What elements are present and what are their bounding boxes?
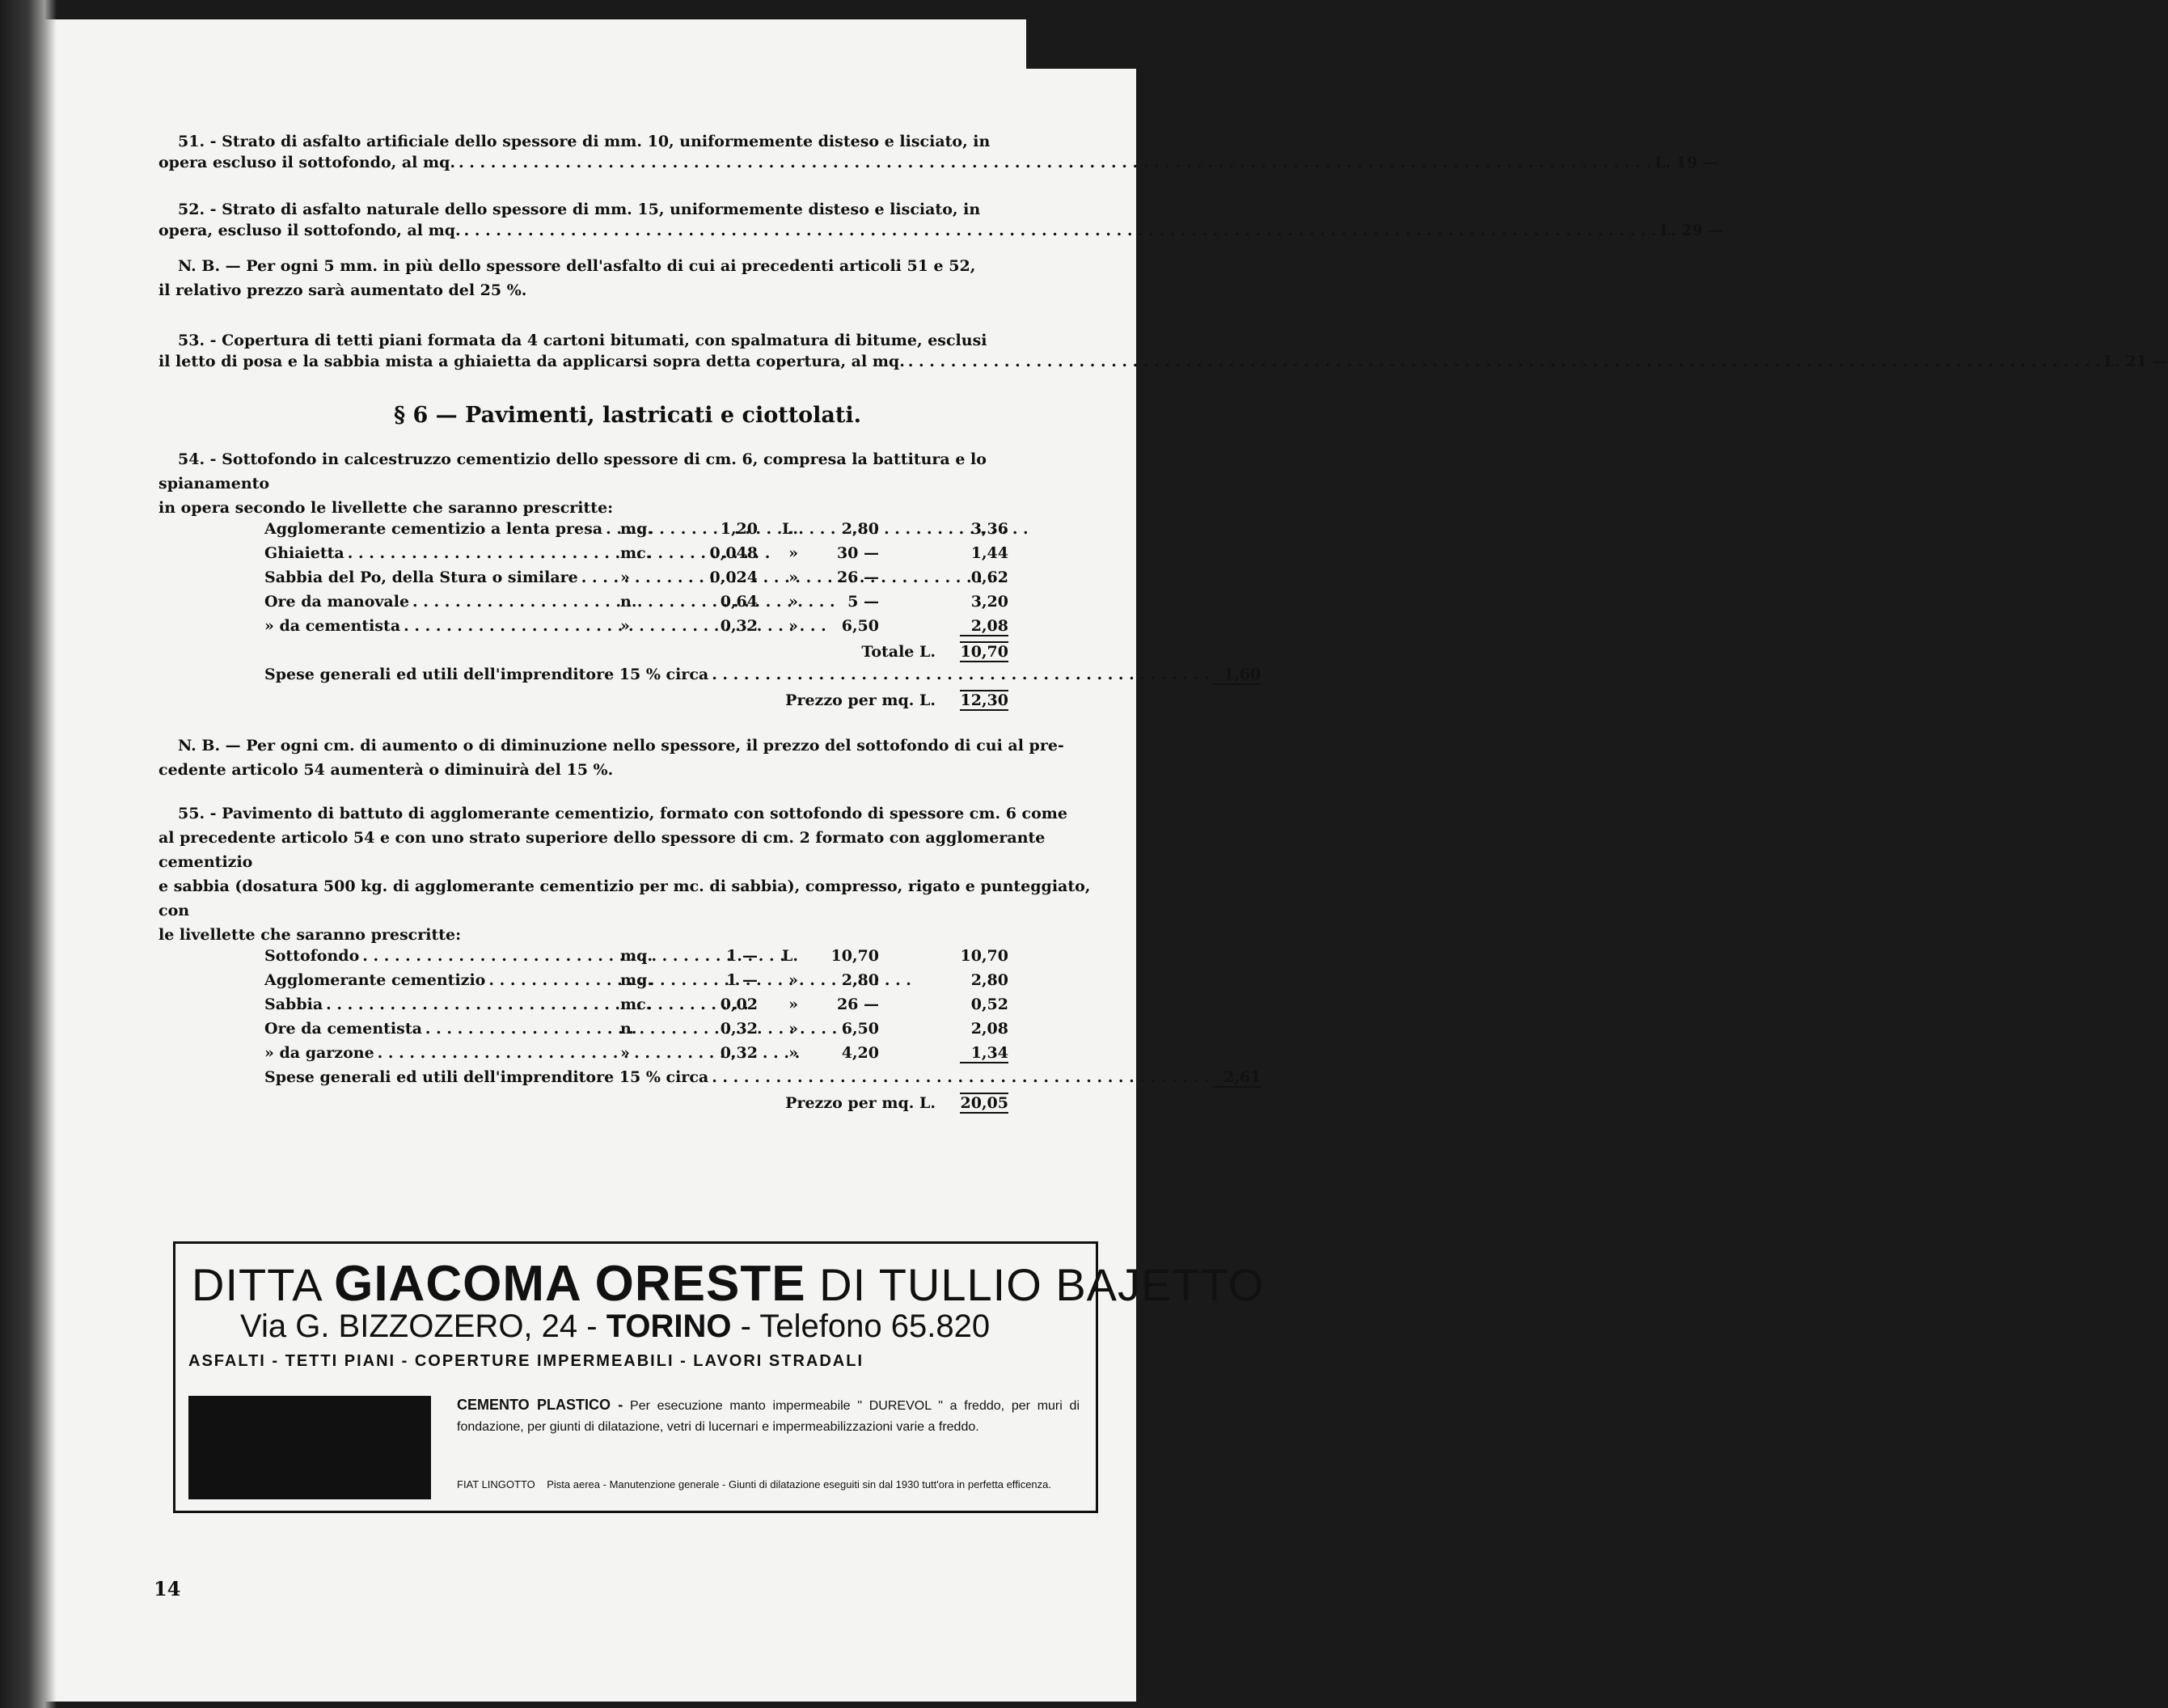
item-53-price: L. 21 — bbox=[2103, 353, 2168, 370]
price-label: Prezzo per mq. L. bbox=[785, 1094, 936, 1112]
price-value: 20,05 bbox=[960, 1094, 1008, 1112]
total-value: 10,70 bbox=[960, 643, 1008, 661]
ad-company-line bbox=[192, 1255, 1264, 1313]
cost-row bbox=[264, 947, 1008, 971]
overhead-label: Spese generali ed utili dell'imprenditore 15 % circa bbox=[264, 666, 709, 683]
cost-row bbox=[264, 617, 1008, 641]
item-54-line2: in opera secondo le livellette che saranno prescritte: bbox=[158, 499, 614, 517]
cost-row bbox=[264, 1044, 1008, 1068]
cost-unit: mg. bbox=[620, 520, 653, 538]
cost-desc: Agglomerante cementizio bbox=[264, 971, 486, 989]
ad-photo bbox=[188, 1396, 431, 1499]
overhead-value: 2,61 bbox=[1212, 1068, 1261, 1088]
ad-ditta: DITTA bbox=[192, 1259, 321, 1310]
item-52 bbox=[158, 197, 1724, 239]
cost-table-54 bbox=[264, 520, 1261, 714]
cost-row bbox=[264, 996, 1008, 1020]
cost-price-prefix: » bbox=[788, 544, 798, 562]
cost-price-prefix: » bbox=[788, 971, 798, 989]
cost-price-prefix: » bbox=[788, 569, 798, 586]
cost-row bbox=[264, 544, 1008, 569]
cost-amount: 10,70 bbox=[960, 947, 1008, 965]
item-52-line1: 52. - Strato di asfalto naturale dello spessore di mm. 15, uniformemente disteso e lisciato, in bbox=[178, 201, 981, 218]
cost-unit: mc. bbox=[620, 544, 652, 562]
price-value: 12,30 bbox=[960, 691, 1008, 709]
note-1 bbox=[158, 254, 1097, 302]
cost-amount: 3,36 bbox=[970, 520, 1008, 538]
scan-left-edge bbox=[0, 0, 57, 1708]
ad-footer-right: Pista aerea - Manutenzione generale - Giunti di dilatazione eseguiti sin dal 1930 tutt'ora in perfetta efficenza. bbox=[547, 1478, 1051, 1490]
cost-price-prefix: » bbox=[788, 593, 798, 611]
cost-unit: mg. bbox=[620, 971, 653, 989]
cost-price-prefix: » bbox=[788, 1044, 798, 1062]
cost-qty: 0,32 bbox=[720, 1044, 758, 1062]
cost-unit-price: 2,80 bbox=[841, 971, 879, 989]
cost-desc: Ore da manovale bbox=[264, 593, 410, 611]
overhead-row bbox=[264, 666, 1261, 690]
note-1-line2: il relativo prezzo sarà aumentato del 25 %. bbox=[158, 281, 527, 299]
scan-right-edge bbox=[1136, 0, 1147, 1708]
cost-unit: n. bbox=[620, 1020, 637, 1038]
cost-amount: 2,80 bbox=[970, 971, 1008, 989]
ad-footer-left: FIAT LINGOTTO bbox=[457, 1478, 535, 1490]
cost-unit-price: 2,80 bbox=[841, 520, 879, 538]
cost-price-prefix: L. bbox=[782, 520, 798, 538]
cost-desc: Sabbia del Po, della Stura o similare bbox=[264, 569, 578, 586]
cost-unit: mc. bbox=[620, 996, 652, 1013]
cost-price-prefix: L. bbox=[782, 947, 798, 965]
cost-row bbox=[264, 593, 1008, 617]
ad-address-line bbox=[240, 1308, 990, 1345]
cost-amount: 0,62 bbox=[970, 569, 1008, 586]
cost-unit: n. bbox=[620, 593, 637, 611]
scan-top-border bbox=[0, 0, 1147, 21]
note-2-line2: cedente articolo 54 aumenterà o diminuirà del 15 %. bbox=[158, 761, 614, 779]
item-55 bbox=[158, 801, 1261, 1117]
leader-dots bbox=[464, 222, 1657, 239]
cost-unit-price: 6,50 bbox=[841, 1020, 879, 1038]
cost-unit: » bbox=[620, 569, 630, 586]
item-51 bbox=[158, 129, 1718, 171]
cost-qty: 0,048 bbox=[709, 544, 758, 562]
cost-qty: 0,32 bbox=[720, 617, 758, 635]
cost-price-prefix: » bbox=[788, 996, 798, 1013]
item-55-line1: 55. - Pavimento di battuto di agglomerante cementizio, formato con sottofondo di spessore cm. 6 come bbox=[178, 805, 1067, 822]
cost-qty: 0,024 bbox=[709, 569, 758, 586]
item-55-line4: le livellette che saranno prescritte: bbox=[158, 926, 462, 944]
total-row bbox=[264, 641, 1008, 666]
cost-price-prefix: » bbox=[788, 1020, 798, 1038]
cost-unit-price: 6,50 bbox=[841, 617, 879, 635]
cost-row bbox=[264, 971, 1008, 996]
ad-product-desc: Per esecuzione manto impermeabile " DUREVOL " a freddo, per muri di fondazione, per giunti di dilatazione, vetri di lucernari e impermeabilizzazioni varie a freddo. bbox=[457, 1399, 1080, 1434]
cost-desc: Sabbia bbox=[264, 996, 323, 1013]
overhead-value: 1,60 bbox=[1212, 666, 1261, 685]
price-row bbox=[264, 1093, 1008, 1117]
item-54 bbox=[158, 447, 1261, 714]
cost-row bbox=[264, 1020, 1008, 1044]
cost-table-55 bbox=[264, 947, 1261, 1117]
item-55-line3: e sabbia (dosatura 500 kg. di agglomerante cementizio per mc. di sabbia), compresso, rigato e punteggiato, con bbox=[158, 877, 1091, 920]
cost-amount: 3,20 bbox=[970, 593, 1008, 611]
cost-desc: » da garzone bbox=[264, 1044, 374, 1062]
leader-dots bbox=[459, 154, 1651, 171]
cost-unit: mq. bbox=[620, 947, 653, 965]
cost-amount: 1,44 bbox=[970, 544, 1008, 562]
item-53-line2: il letto di posa e la sabbia mista a ghiaietta da applicarsi sopra detta copertura, al mq. bbox=[158, 353, 905, 370]
leader-dots bbox=[908, 353, 2101, 370]
cost-unit: » bbox=[620, 617, 630, 635]
cost-desc: Sottofondo bbox=[264, 947, 360, 965]
cost-qty: 1 — bbox=[726, 947, 758, 965]
page-number: 14 bbox=[154, 1577, 181, 1600]
cost-unit-price: 10,70 bbox=[830, 947, 879, 965]
price-row bbox=[264, 690, 1008, 714]
note-1-line1: N. B. — Per ogni 5 mm. in più dello spessore dell'asfalto di cui ai precedenti articoli 51 e 52, bbox=[178, 257, 976, 275]
overhead-label: Spese generali ed utili dell'imprenditore 15 % circa bbox=[264, 1068, 709, 1086]
ad-footer bbox=[457, 1478, 1088, 1490]
cost-unit-price: 4,20 bbox=[841, 1044, 879, 1062]
price-label: Prezzo per mq. L. bbox=[785, 691, 936, 709]
cost-unit-price: 26 — bbox=[836, 569, 879, 586]
page-content bbox=[158, 129, 2168, 1117]
cost-unit-price: 26 — bbox=[836, 996, 879, 1013]
cost-desc: » da cementista bbox=[264, 617, 401, 635]
ad-description bbox=[457, 1394, 1080, 1438]
cost-amount: 1,34 bbox=[960, 1044, 1008, 1063]
cost-unit-price: 5 — bbox=[847, 593, 879, 611]
item-54-line1: 54. - Sottofondo in calcestruzzo cementizio dello spessore di cm. 6, compresa la battitura e lo spianamento bbox=[158, 450, 987, 493]
cost-unit: » bbox=[620, 1044, 630, 1062]
ad-owner: DI TULLIO BAJETTO bbox=[819, 1259, 1265, 1310]
cost-qty: 0,64 bbox=[720, 593, 758, 611]
cost-row bbox=[264, 569, 1008, 593]
item-52-line2: opera, escluso il sottofondo, al mq. bbox=[158, 222, 461, 239]
cost-qty: 1 — bbox=[726, 971, 758, 989]
item-51-line2: opera escluso il sottofondo, al mq. bbox=[158, 154, 455, 171]
ad-phone: - Telefono 65.820 bbox=[740, 1308, 991, 1344]
ad-services: ASFALTI - TETTI PIANI - COPERTURE IMPERMEABILI - LAVORI STRADALI bbox=[188, 1352, 864, 1370]
cost-qty: 1,20 bbox=[720, 520, 758, 538]
ad-company-name: GIACOMA ORESTE bbox=[334, 1256, 806, 1312]
item-55-line2: al precedente articolo 54 e con uno strato superiore dello spessore di cm. 2 formato con agglomerante cementizio bbox=[158, 829, 1046, 871]
overhead-row bbox=[264, 1068, 1261, 1093]
ad-product: CEMENTO PLASTICO - bbox=[457, 1397, 623, 1413]
cost-desc: Agglomerante cementizio a lenta presa bbox=[264, 520, 603, 538]
cost-amount: 0,52 bbox=[970, 996, 1008, 1013]
item-52-price: L. 29 — bbox=[1659, 222, 1724, 239]
scan-corner-shadow bbox=[1026, 0, 1147, 69]
cost-qty: 0,32 bbox=[720, 1020, 758, 1038]
item-51-line1: 51. - Strato di asfalto artificiale dello spessore di mm. 10, uniformemente disteso e lisciato, in bbox=[178, 133, 991, 150]
ad-address: Via G. BIZZOZERO, 24 - bbox=[240, 1308, 598, 1344]
section-title: § 6 — Pavimenti, lastricati e ciottolati. bbox=[393, 403, 862, 428]
item-51-price: L. 19 — bbox=[1655, 154, 1718, 171]
cost-desc: Ore da cementista bbox=[264, 1020, 422, 1038]
item-53 bbox=[158, 328, 2168, 370]
cost-amount: 2,08 bbox=[960, 617, 1008, 636]
note-2-line1: N. B. — Per ogni cm. di aumento o di diminuzione nello spessore, il prezzo del sottofondo di cui al pre- bbox=[178, 737, 1064, 755]
cost-row bbox=[264, 520, 1008, 544]
ad-city: TORINO bbox=[606, 1308, 732, 1344]
total-label: Totale L. bbox=[861, 643, 936, 661]
cost-unit-price: 30 — bbox=[836, 544, 879, 562]
note-2 bbox=[158, 734, 1097, 782]
cost-qty: 0,02 bbox=[720, 996, 758, 1013]
cost-amount: 2,08 bbox=[970, 1020, 1008, 1038]
cost-price-prefix: » bbox=[788, 617, 798, 635]
item-53-line1: 53. - Copertura di tetti piani formata da 4 cartoni bitumati, con spalmatura di bitume, esclusi bbox=[178, 332, 987, 349]
advertisement bbox=[173, 1241, 1265, 1513]
cost-desc: Ghiaietta bbox=[264, 544, 344, 562]
